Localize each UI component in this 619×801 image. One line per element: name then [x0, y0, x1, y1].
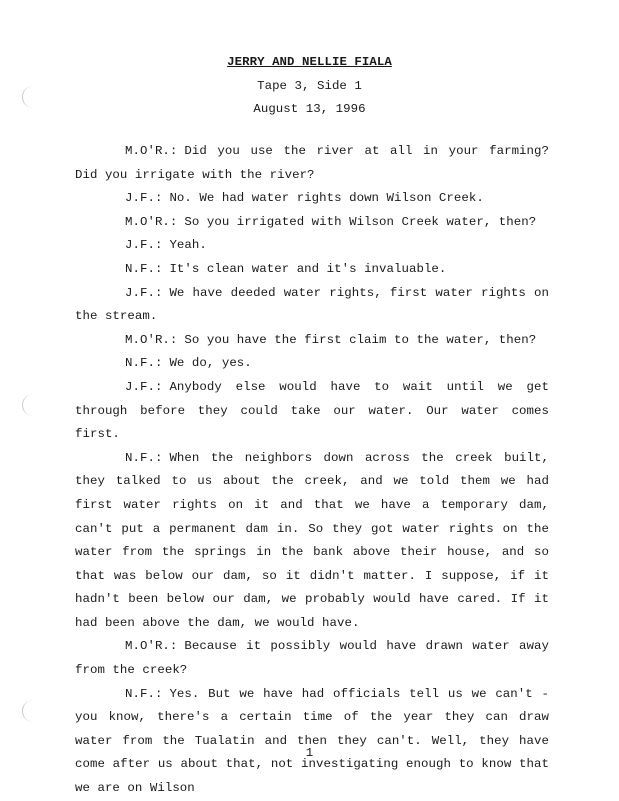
transcript-paragraph: [75, 352, 549, 376]
transcript-paragraph: [75, 234, 549, 258]
transcript-paragraph: [75, 683, 549, 801]
speaker-label: J.F.:: [125, 285, 163, 300]
transcript-paragraph: [75, 140, 549, 187]
speech-text: Yeah.: [169, 238, 207, 253]
speaker-label: J.F.:: [125, 191, 163, 206]
transcript-paragraph: [75, 635, 549, 682]
document-title: JERRY AND NELLIE FIALA: [227, 55, 392, 69]
binder-hole-mark: [22, 394, 35, 416]
speech-text: Anybody else would have to wait until we get through before they could take our water. Our water comes first.: [75, 379, 549, 442]
transcript-paragraph: [75, 258, 549, 282]
speaker-label: M.O'R.:: [125, 144, 178, 158]
transcript-paragraph: [75, 329, 549, 353]
tape-label: Tape 3, Side 1: [257, 79, 362, 93]
transcript-paragraph: [75, 187, 549, 211]
speech-text: We do, yes.: [169, 356, 252, 371]
speech-text: Did you use the river at all in your farming? Did you irrigate with the river?: [75, 144, 549, 182]
speaker-label: N.F.:: [125, 686, 163, 701]
transcript-paragraph: [75, 376, 549, 447]
speech-text: We have deeded water rights, first water rights on the stream.: [75, 285, 549, 324]
transcript-paragraph: [75, 447, 549, 636]
transcript-paragraph: [75, 282, 549, 329]
speaker-label: M.O'R.:: [125, 639, 178, 654]
binder-hole-mark: [22, 700, 35, 722]
speech-text: No. We had water rights down Wilson Creek.: [169, 191, 484, 206]
speaker-label: J.F.:: [125, 379, 163, 394]
transcript-paragraph: [75, 211, 549, 235]
speech-text: So you have the first claim to the water, then?: [184, 332, 537, 347]
speaker-label: N.F.:: [125, 261, 163, 276]
speech-text: Because it possibly would have drawn water away from the creek?: [75, 639, 549, 678]
speaker-label: M.O'R.:: [125, 214, 178, 229]
speech-text: It's clean water and it's invaluable.: [169, 261, 447, 276]
interview-date: August 13, 1996: [253, 102, 366, 116]
speech-text: So you irrigated with Wilson Creek water, then?: [184, 214, 537, 229]
speaker-label: J.F.:: [125, 238, 163, 253]
speaker-label: N.F.:: [125, 356, 163, 371]
speech-text: When the neighbors down across the creek built, they talked to us about the creek, and we told them we had first water rights on it and that we have a temporary dam, can't put a permanent dam in. So they got water rights on the water from the springs in the bank above their house, and so that was below our dam, so it didn't matter. I suppose, if it hadn't been below our dam, we probably would have cared. If it had been above the dam, we would have.: [75, 450, 549, 630]
speaker-label: N.F.:: [125, 450, 163, 465]
transcript-body: [75, 140, 549, 801]
page-number: 1: [305, 746, 314, 760]
speech-text: Yes. But we have had officials tell us we can't - you know, there's a certain time of the year they can draw water from the Tualatin and then they can't. Well, they have come after us about that, not investigating enough to know that we are on Wilson: [75, 686, 549, 796]
speaker-label: M.O'R.:: [125, 332, 178, 347]
